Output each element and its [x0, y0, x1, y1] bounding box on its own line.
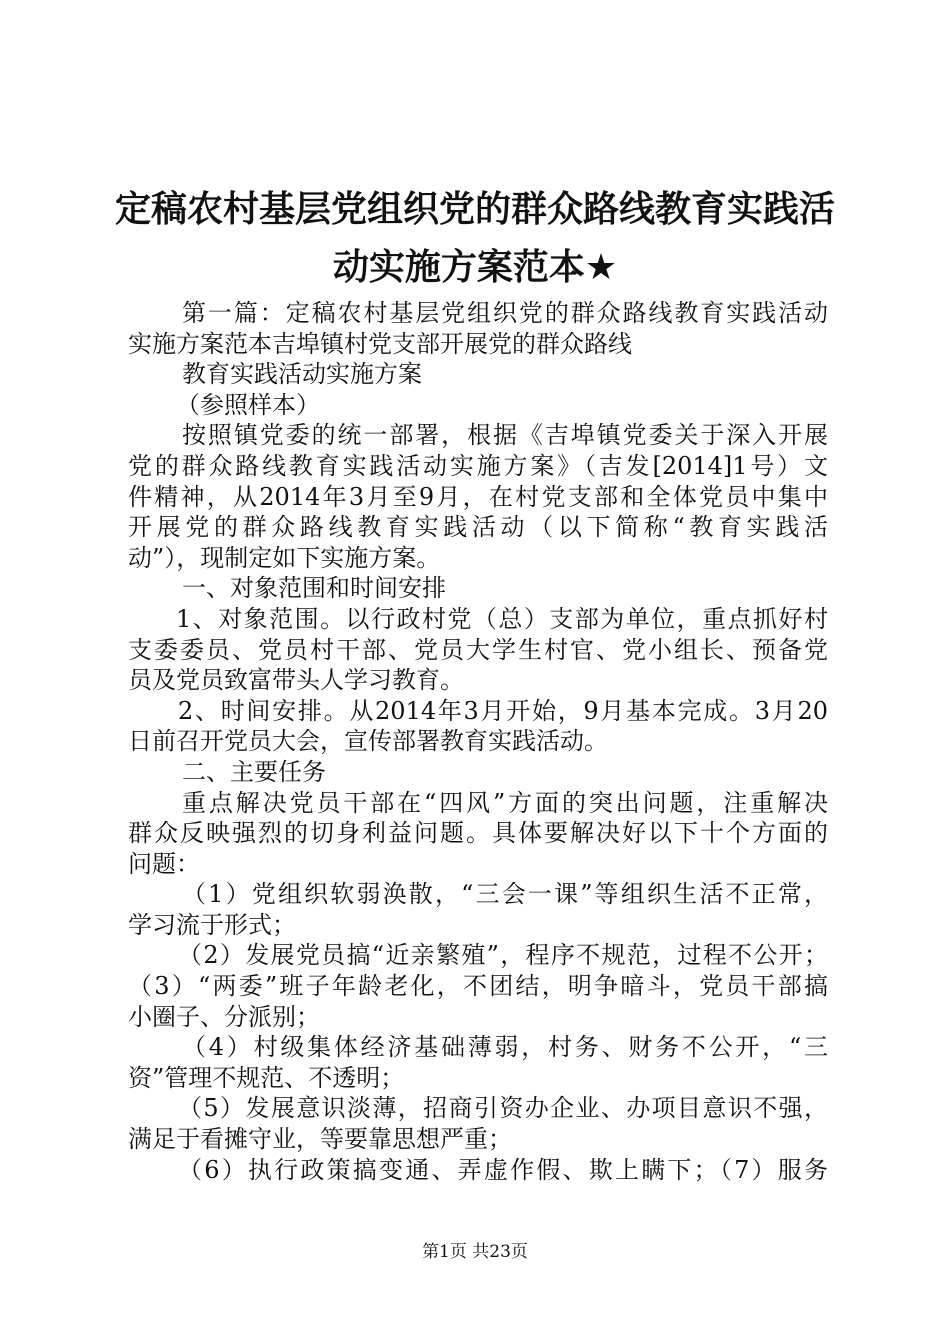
- body-text-line: 按照镇党委的统一部署，根据《吉埠镇党委关于深入开展: [182, 421, 828, 450]
- body-text-line: 问题：: [128, 849, 200, 878]
- body-text-line: 动”），现制定如下实施方案。: [128, 543, 441, 572]
- body-text-line: 群众反映强烈的切身利益问题。具体要解决好以下十个方面的: [128, 819, 828, 848]
- body-text-line: 件精神，从2014年3月至9月，在村党支部和全体党员中集中: [128, 482, 828, 511]
- document-body: [128, 298, 828, 1185]
- body-text-line: 二、主要任务: [182, 757, 326, 786]
- body-text-line: （4）村级集体经济基础薄弱，村务、财务不公开，“三: [182, 1033, 828, 1062]
- body-text-line: 满足于看摊守业，等要靠思想严重；: [128, 1125, 512, 1154]
- body-text-line: 资”管理不规范、不透明；: [128, 1063, 405, 1092]
- body-text-line: （3）“两委”班子年龄老化，不团结，明争暗斗，党员干部搞: [128, 972, 828, 1001]
- page-number-footer: 第1页 共23页: [422, 1242, 528, 1262]
- body-text-line: （5）发展意识淡薄，招商引资办企业、办项目意识不强，: [178, 1094, 828, 1123]
- body-text-line: 重点解决党员干部在“四风”方面的突出问题，注重解决: [182, 788, 828, 817]
- body-text-line: （6）执行政策搞变通、弄虚作假、欺上瞒下；（7）服务: [178, 1155, 828, 1184]
- body-text-line: 学习流于形式；: [128, 910, 296, 939]
- body-text-line: 1、对象范围。以行政村党（总）支部为单位，重点抓好村: [176, 604, 828, 633]
- body-text-line: 支委委员、党员村干部、党员大学生村官、党小组长、预备党: [128, 635, 828, 664]
- body-text-line: 实施方案范本吉埠镇村党支部开展党的群众路线: [128, 329, 632, 358]
- body-text-line: 党的群众路线教育实践活动实施方案》（吉发[2014]1号）文: [128, 451, 828, 480]
- body-text-line: 一、对象范围和时间安排: [182, 574, 446, 603]
- document-title-line-1: 定稿农村基层党组织党的群众路线教育实践活: [114, 189, 835, 230]
- body-text-line: （2）发展党员搞“近亲繁殖”，程序不规范，过程不公开；: [178, 941, 828, 970]
- body-text-line: 开展党的群众路线教育实践活动（以下简称“教育实践活: [128, 513, 828, 542]
- body-text-line: 日前召开党员大会，宣传部署教育实践活动。: [128, 727, 608, 756]
- body-text-line: （参照样本）: [176, 390, 320, 419]
- body-text-line: 2、时间安排。从2014年3月开始，9月基本完成。3月20: [178, 696, 828, 725]
- body-text-line: 教育实践活动实施方案: [182, 360, 422, 389]
- body-text-line: 第一篇：定稿农村基层党组织党的群众路线教育实践活动: [182, 299, 828, 327]
- body-text-line: （1）党组织软弱涣散，“三会一课”等组织生活不正常，: [182, 880, 828, 909]
- body-text-line: 小圈子、分派别；: [128, 1002, 320, 1031]
- body-text-line: 员及党员致富带头人学习教育。: [128, 666, 464, 695]
- document-title-line-2: 动实施方案范本★: [332, 247, 618, 288]
